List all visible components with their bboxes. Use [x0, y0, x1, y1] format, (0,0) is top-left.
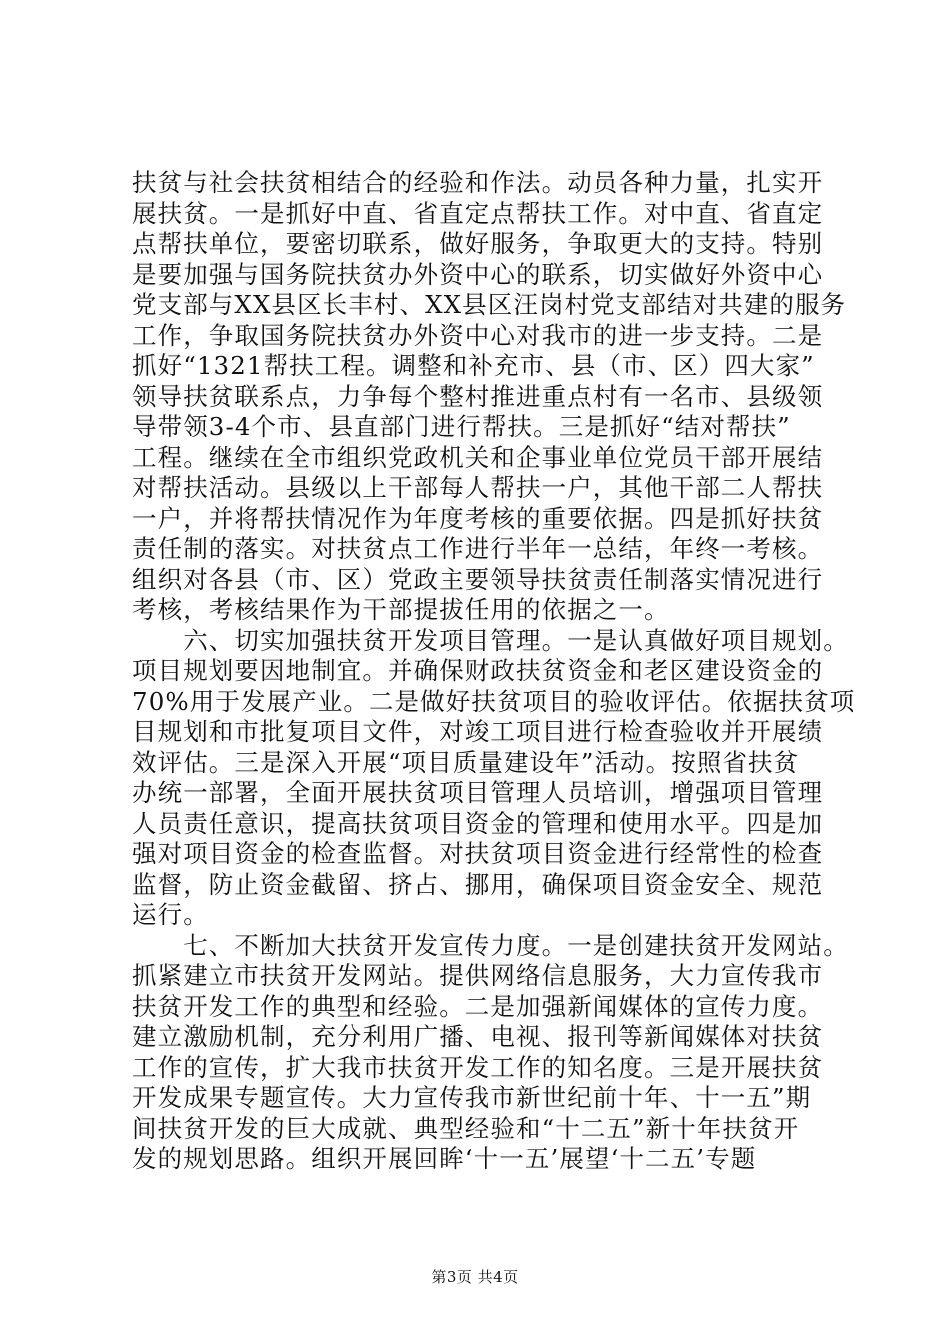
- text-line: 责任制的落实。对扶贫点工作进行半年一总结，年终一考核。: [132, 534, 824, 563]
- text-line: 党支部与XX县区长丰村、XX县区汪岗村党支部结对共建的服务: [132, 290, 847, 319]
- text-line: 工作，争取国务院扶贫办外资中心对我市的进一步支持。二是: [132, 320, 824, 350]
- text-line: 开发成果专题宣传。大力宣传我市新世纪前十年、十一五”期: [132, 1083, 812, 1112]
- text-line: 工程。继续在全市组织党政机关和企事业单位党员干部开展结: [132, 442, 824, 472]
- text-line: 工作的宣传，扩大我市扶贫开发工作的知名度。三是开展扶贫: [132, 1052, 824, 1082]
- text-line: 间扶贫开发的巨大成就、典型经验和“十二五”新十年扶贫开: [132, 1113, 800, 1143]
- text-line: 效评估。三是深入开展“项目质量建设年”活动。按照省扶贫: [132, 747, 800, 777]
- text-line: 七、不断加大扶贫开发宣传力度。一是创建扶贫开发网站。: [132, 930, 849, 960]
- text-line: 办统一部署，全面开展扶贫项目管理人员培训，增强项目管理: [132, 778, 824, 807]
- text-line: 强对项目资金的检查监督。对扶贫项目资金进行经常性的检查: [132, 839, 824, 868]
- body-text: [132, 168, 872, 1175]
- text-line: 对帮扶活动。县级以上干部每人帮扶一户，其他干部二人帮扶: [132, 473, 824, 502]
- text-line: 一户，并将帮扶情况作为年度考核的重要依据。四是抓好扶贫: [132, 503, 824, 533]
- text-line: 发的规划思路。组织开展回眸‘十一五’展望‘十二五’专题: [132, 1144, 757, 1173]
- text-line: 六、切实加强扶贫开发项目管理。一是认真做好项目规划。: [132, 625, 849, 655]
- page-footer: 第3页 共4页: [431, 1268, 519, 1286]
- text-line: 展扶贫。一是抓好中直、省直定点帮扶工作。对中直、省直定: [132, 198, 824, 228]
- text-line: 运行。: [132, 900, 209, 929]
- text-line: 人员责任意识，提高扶贫项目资金的管理和使用水平。四是加: [132, 808, 824, 838]
- text-line: 目规划和市批复项目文件，对竣工项目进行检查验收并开展绩: [132, 717, 824, 746]
- text-line: 70%用于发展产业。二是做好扶贫项目的验收评估。依据扶贫项: [132, 686, 856, 716]
- text-line: 扶贫与社会扶贫相结合的经验和作法。动员各种力量，扎实开: [132, 168, 824, 197]
- text-line: 组织对各县（市、区）党政主要领导扶贫责任制落实情况进行: [132, 564, 824, 594]
- text-line: 抓好“1321帮扶工程。调整和补充市、县（市、区）四大家”: [132, 351, 815, 380]
- text-line: 导带领3-4个市、县直部门进行帮扶。三是抓好“结对帮扶”: [132, 412, 791, 441]
- text-line: 是要加强与国务院扶贫办外资中心的联系，切实做好外资中心: [132, 259, 824, 289]
- text-line: 扶贫开发工作的典型和经验。二是加强新闻媒体的宣传力度。: [132, 991, 824, 1021]
- text-line: 点帮扶单位，要密切联系，做好服务，争取更大的支持。特别: [132, 229, 824, 258]
- text-line: 领导扶贫联系点，力争每个整村推进重点村有一名市、县级领: [132, 381, 824, 411]
- text-line: 监督，防止资金截留、挤占、挪用，确保项目资金安全、规范: [132, 869, 824, 899]
- text-line: 考核，考核结果作为干部提拔任用的依据之一。: [132, 595, 670, 624]
- text-line: 建立激励机制，充分利用广播、电视、报刊等新闻媒体对扶贫: [132, 1022, 824, 1051]
- text-line: 抓紧建立市扶贫开发网站。提供网络信息服务，大力宣传我市: [132, 961, 824, 990]
- text-line: 项目规划要因地制宜。并确保财政扶贫资金和老区建设资金的: [132, 656, 824, 685]
